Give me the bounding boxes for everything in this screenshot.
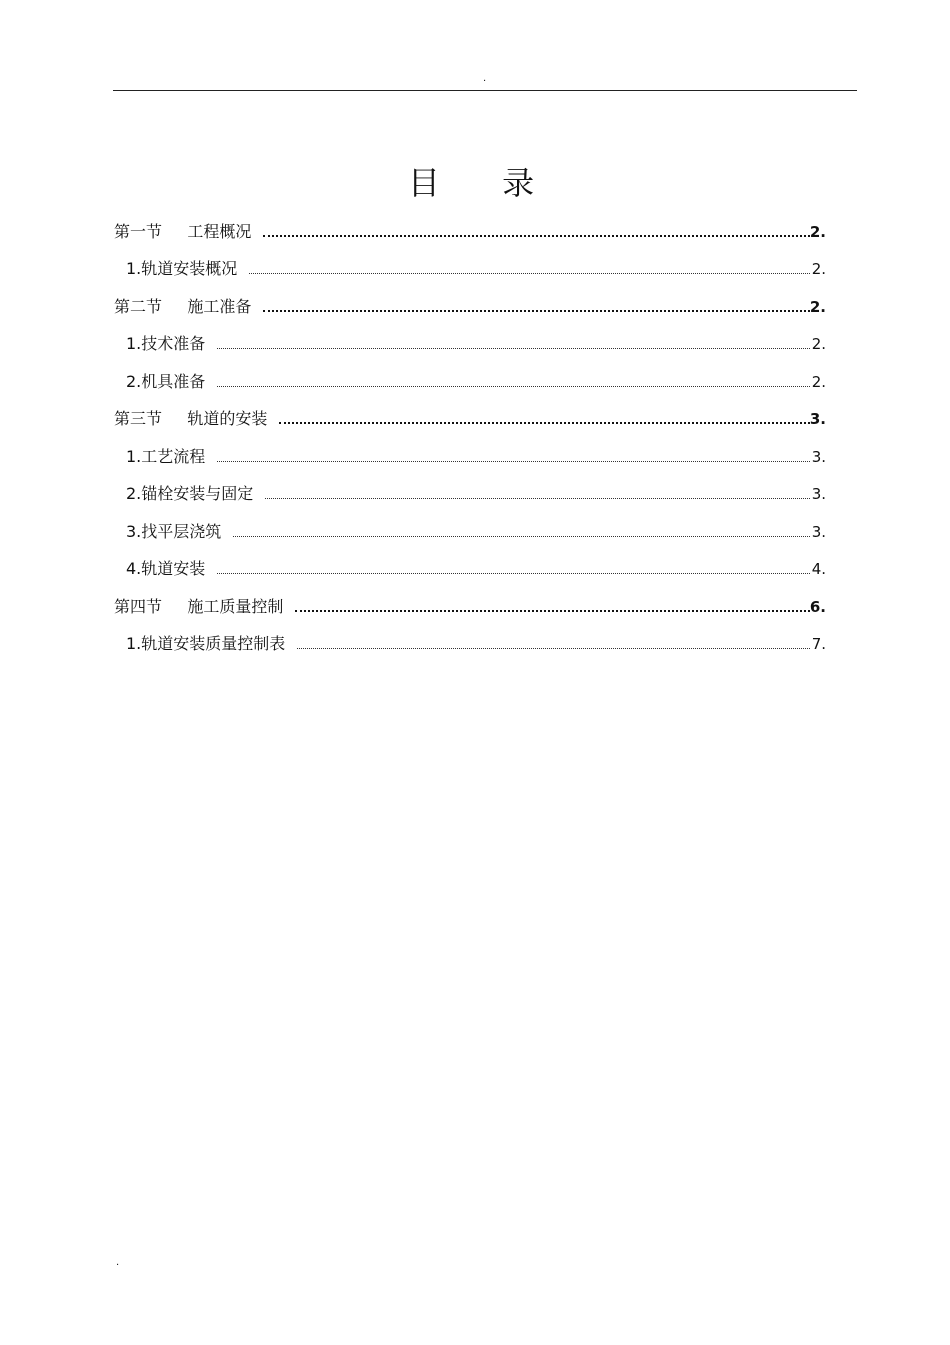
dot-leader: [297, 648, 810, 649]
toc-entry-page: 3.: [811, 447, 826, 466]
toc-entry[interactable]: [114, 620, 826, 658]
toc-entry[interactable]: [114, 545, 826, 583]
toc-entry[interactable]: [114, 507, 826, 545]
toc-entry[interactable]: [114, 582, 826, 620]
dot-leader: [265, 498, 810, 499]
toc-entry-page: 2.: [809, 222, 826, 241]
toc-entry-page: 2.: [811, 372, 826, 391]
toc-entry-label: 1.轨道安装质量控制表: [126, 634, 286, 653]
header-rule: [113, 90, 857, 91]
toc-entry-page: 6.: [809, 597, 826, 616]
table-of-contents: [114, 207, 826, 657]
toc-entry-page: 3.: [811, 522, 826, 541]
toc-entry-page: 7.: [811, 635, 826, 653]
toc-entry-label: 第一节 工程概况: [114, 221, 252, 241]
toc-entry-page: 2.: [811, 335, 826, 353]
toc-entry-label: 第四节 施工质量控制: [114, 596, 284, 616]
dot-leader: [263, 310, 809, 312]
toc-entry-label: 3.找平层浇筑: [126, 521, 222, 541]
toc-entry-label: 第二节 施工准备: [114, 296, 252, 316]
toc-entry[interactable]: [114, 432, 826, 470]
dot-leader: [295, 610, 809, 612]
toc-entry-page: 3.: [809, 410, 826, 428]
toc-entry[interactable]: [114, 357, 826, 395]
toc-entry-label: 2.机具准备: [126, 371, 206, 391]
dot-leader: [217, 386, 810, 387]
toc-title: 目 录: [407, 164, 561, 202]
dot-leader: [217, 348, 810, 349]
footer-mark: .: [116, 1257, 120, 1268]
toc-entry[interactable]: [114, 320, 826, 358]
toc-entry-page: 3.: [811, 485, 826, 503]
header-mark: .: [483, 73, 487, 84]
toc-entry-label: 1.轨道安装概况: [126, 259, 238, 278]
dot-leader: [279, 422, 809, 424]
toc-entry[interactable]: [114, 245, 826, 283]
toc-entry-page: 2.: [811, 260, 826, 278]
toc-entry-label: 1.工艺流程: [126, 446, 206, 466]
toc-entry-label: 4.轨道安装: [126, 559, 206, 578]
dot-leader: [217, 573, 810, 574]
toc-entry[interactable]: [114, 282, 826, 320]
dot-leader: [217, 461, 810, 462]
toc-entry-page: 2.: [809, 297, 826, 316]
toc-entry-page: 4.: [811, 560, 826, 578]
dot-leader: [233, 536, 810, 537]
toc-entry[interactable]: [114, 395, 826, 433]
toc-entry-label: 1.技术准备: [126, 334, 206, 353]
toc-entry-label: 2.锚栓安装与固定: [126, 484, 254, 503]
dot-leader: [249, 273, 810, 274]
toc-entry-label: 第三节 轨道的安装: [114, 409, 268, 428]
dot-leader: [263, 235, 809, 237]
toc-entry[interactable]: [114, 470, 826, 508]
toc-entry[interactable]: [114, 207, 826, 245]
